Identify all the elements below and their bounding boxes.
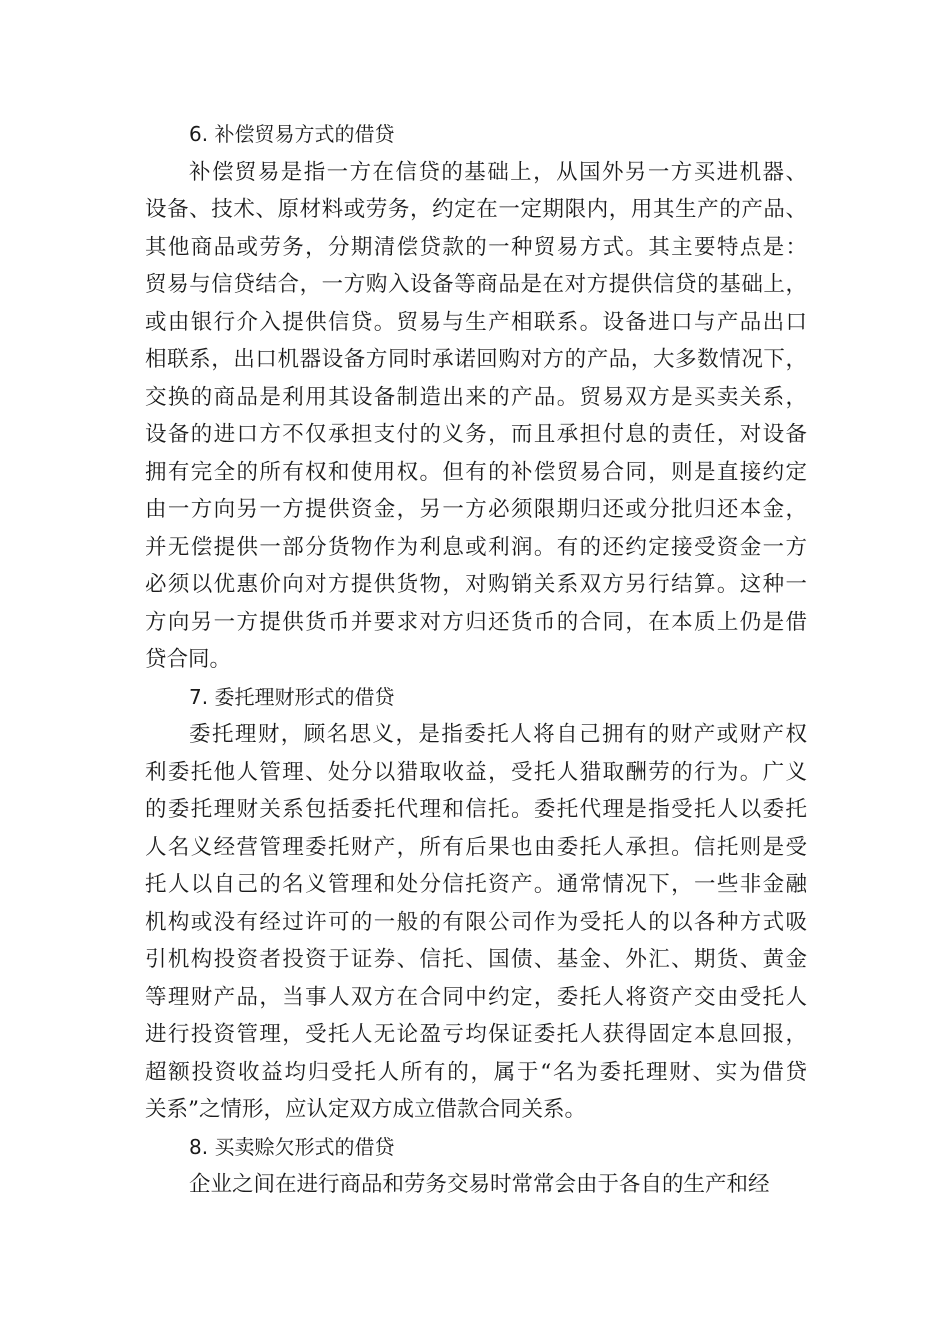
paragraph-line: 其他商品或劳务，分期清偿贷款的一种贸易方式。其主要特点是： — [145, 234, 807, 260]
paragraph-line: 由一方向另一方提供资金，另一方必须限期归还或分批归还本金， — [145, 497, 807, 522]
paragraph-line: 等理财产品，当事人双方在合同中约定，委托人将资产交由受托人 — [145, 984, 807, 1010]
section-heading-8: 8. 买卖赊欠形式的借贷 — [189, 1134, 395, 1159]
paragraph-line: 设备、技术、原材料或劳务，约定在一定期限内，用其生产的产品、 — [145, 197, 807, 222]
section-body-7 — [145, 716, 807, 1129]
section-body-6 — [145, 154, 807, 679]
paragraph-line: 人名义经营管理委托财产，所有后果也由委托人承担。信托则是受 — [145, 834, 807, 860]
paragraph-line: 贸易与信贷结合，一方购入设备等商品是在对方提供信贷的基础上， — [145, 272, 807, 297]
paragraph-line: 托人以自己的名义管理和处分信托资产。通常情况下，一些非金融 — [145, 872, 807, 897]
paragraph-line: 并无偿提供一部分货物作为利息或利润。有的还约定接受资金一方 — [145, 534, 807, 560]
paragraph-line: 超额投资收益均归受托人所有的，属于“名为委托理财、实为借贷 — [145, 1059, 807, 1085]
paragraph-line: 机构或没有经过许可的一般的有限公司作为受托人的以各种方式吸 — [145, 909, 807, 935]
paragraph-line: 利委托他人管理、处分以猎取收益，受托人猎取酬劳的行为。广义 — [145, 759, 807, 785]
paragraph-line: 委托理财，顾名思义，是指委托人将自己拥有的财产或财产权 — [189, 722, 807, 747]
paragraph-line: 引机构投资者投资于证券、信托、国债、基金、外汇、期货、黄金 — [145, 947, 807, 972]
paragraph-line: 设备的进口方不仅承担支付的义务，而且承担付息的责任，对设备 — [145, 422, 807, 447]
paragraph-line: 必须以优惠价向对方提供货物，对购销关系双方另行结算。这种一 — [145, 572, 807, 597]
paragraph-line: 拥有完全的所有权和使用权。但有的补偿贸易合同，则是直接约定 — [145, 459, 807, 485]
paragraph-line: 贷合同。 — [145, 647, 232, 672]
paragraph-line: 进行投资管理，受托人无论盈亏均保证委托人获得固定本息回报， — [145, 1022, 807, 1047]
section-body-8 — [145, 1166, 807, 1204]
paragraph-line: 企业之间在进行商品和劳务交易时常常会由于各自的生产和经 — [189, 1172, 770, 1197]
paragraph-line: 相联系，出口机器设备方同时承诺回购对方的产品，大多数情况下， — [145, 347, 807, 372]
paragraph-line: 方向另一方提供货币并要求对方归还货币的合同，在本质上仍是借 — [145, 609, 807, 635]
paragraph-line: 补偿贸易是指一方在信贷的基础上，从国外另一方买进机器、 — [189, 159, 807, 185]
section-heading-6: 6. 补偿贸易方式的借贷 — [189, 122, 395, 146]
paragraph-line: 交换的商品是利用其设备制造出来的产品。贸易双方是买卖关系， — [145, 384, 807, 410]
document-body — [145, 116, 807, 1204]
paragraph-line: 或由银行介入提供信贷。贸易与生产相联系。设备进口与产品出口 — [145, 309, 807, 335]
paragraph-line: 的委托理财关系包括委托代理和信托。委托代理是指受托人以委托 — [145, 797, 807, 822]
section-heading-7: 7. 委托理财形式的借贷 — [189, 684, 395, 709]
paragraph-line: 关系”之情形，应认定双方成立借款合同关系。 — [145, 1097, 586, 1122]
